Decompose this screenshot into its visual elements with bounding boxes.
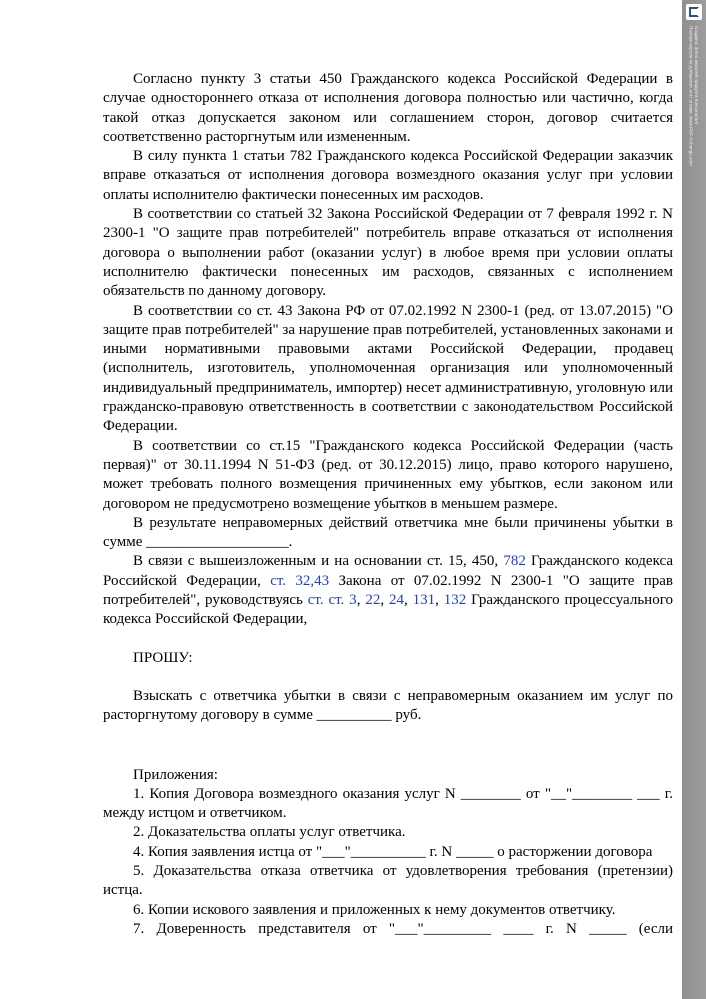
appendix-item: 2. Доказательства оплаты услуг ответчика. xyxy=(133,824,406,841)
request-text: Взыскать с ответчика убытки в связи с неправомерным оказанием им услуг по расторгнутому договору в сумме __________ руб. xyxy=(103,687,673,724)
paragraph-art-15: В соответствии со ст.15 "Гражданского кодекса Российской Федерации (часть первая)" от 30.11.1994 N 51-ФЗ (ред. от 30.12.2015) лицо, право которого нарушено, может требовать полного возмещения причиненных ему убытков, если законом или договором не предусмотрено возмещение убытков в меньшем размере. xyxy=(103,437,673,512)
link-article-3[interactable]: ст. ст. 3 xyxy=(307,592,357,609)
link-article-782[interactable]: 782 xyxy=(503,553,526,570)
appendix-item: 5. Доказательства отказа ответчика от удовлетворения требования (претензии) истца. xyxy=(103,862,673,899)
link-article-22[interactable]: 22 xyxy=(365,592,381,609)
appendix-item: 4. Копия заявления истца от "___"__________ г. N _____ о расторжении договора xyxy=(133,843,653,860)
paragraph-legal-basis: В связи с вышеизложенным и на основании ст. 15, 450, 782 Гражданского кодекса Российской Федерации, ст. 32,43 Закона от 07.02.1992 N 2300-1 "О защите прав потребителей", руководствуясь ст. ст. 3, 22, 24, 131, 132 Гражданского процессуального кодекса Российской Федерации, xyxy=(103,553,674,628)
paragraph-damages: В результате неправомерных действий ответчика мне были причинены убытки в сумме ___________________. xyxy=(103,514,673,551)
appendix-item: 6. Копии искового заявления и приложенных к нему документов ответчику. xyxy=(133,901,616,918)
paragraph-art-32: В соответствии со статьей 32 Закона Российской Федерации от 7 февраля 1992 г. N 2300-1 "О защите прав потребителей" потребитель вправе отказаться от исполнения договора о выполнении работ (оказании услуг) в любое время при условии оплаты исполнителю фактически понесенных им расходов, связанных с исполнением обязательств по данному договору. xyxy=(103,206,673,300)
paragraph-art-782: В силу пункта 1 статьи 782 Гражданского кодекса Российской Федерации заказчик вправе отказаться от исполнения договора возмездного оказания услуг при условии оплаты исполнителю фактически понесенных им расходов. xyxy=(103,148,673,203)
appendix-item: 7. Доверенность представителя от "___"_________ ____ г. N _____ (если xyxy=(133,920,673,937)
request-heading: ПРОШУ: xyxy=(133,649,193,666)
watermark-text: Создано: demo версией продукта Консультант Полная версия не добавляет этот штамп. www.PDF-Xchange.com xyxy=(688,26,699,166)
link-article-32-43[interactable]: ст. 32,43 xyxy=(270,572,330,589)
document-body xyxy=(103,70,673,939)
link-article-132[interactable]: 132 xyxy=(443,592,467,609)
appendix-item: 1. Копия Договора возмездного оказания услуг N ________ от "__"________ ___ г. между истцом и ответчиком. xyxy=(103,785,673,822)
appendix-title: Приложения: xyxy=(133,766,218,783)
link-article-24[interactable]: 24 xyxy=(388,592,404,609)
app-logo-icon xyxy=(686,4,702,20)
paragraph-art-450: Согласно пункту 3 статьи 450 Гражданского кодекса Российской Федерации в случае одностороннего отказа от исполнения договора полностью или частично, когда такой отказ допускается законом или соглашением сторон, договор считается соответственно расторгнутым или измененным. xyxy=(103,71,673,145)
link-article-131[interactable]: 131 xyxy=(412,592,436,609)
pdf-watermark-sidebar xyxy=(682,0,706,999)
paragraph-art-43: В соответствии со ст. 43 Закона РФ от 07.02.1992 N 2300-1 (ред. от 13.07.2015) "О защите прав потребителей" за нарушение прав потребителей, установленных законами и иными нормативными правовыми актами Российской Федерации, продавец (исполнитель, изготовитель, уполномоченная организация или уполномоченный индивидуальный предприниматель, импортер) несет административную, уголовную или гражданско-правовую ответственность в соответствии с законодательством Российской Федерации. xyxy=(103,302,673,435)
